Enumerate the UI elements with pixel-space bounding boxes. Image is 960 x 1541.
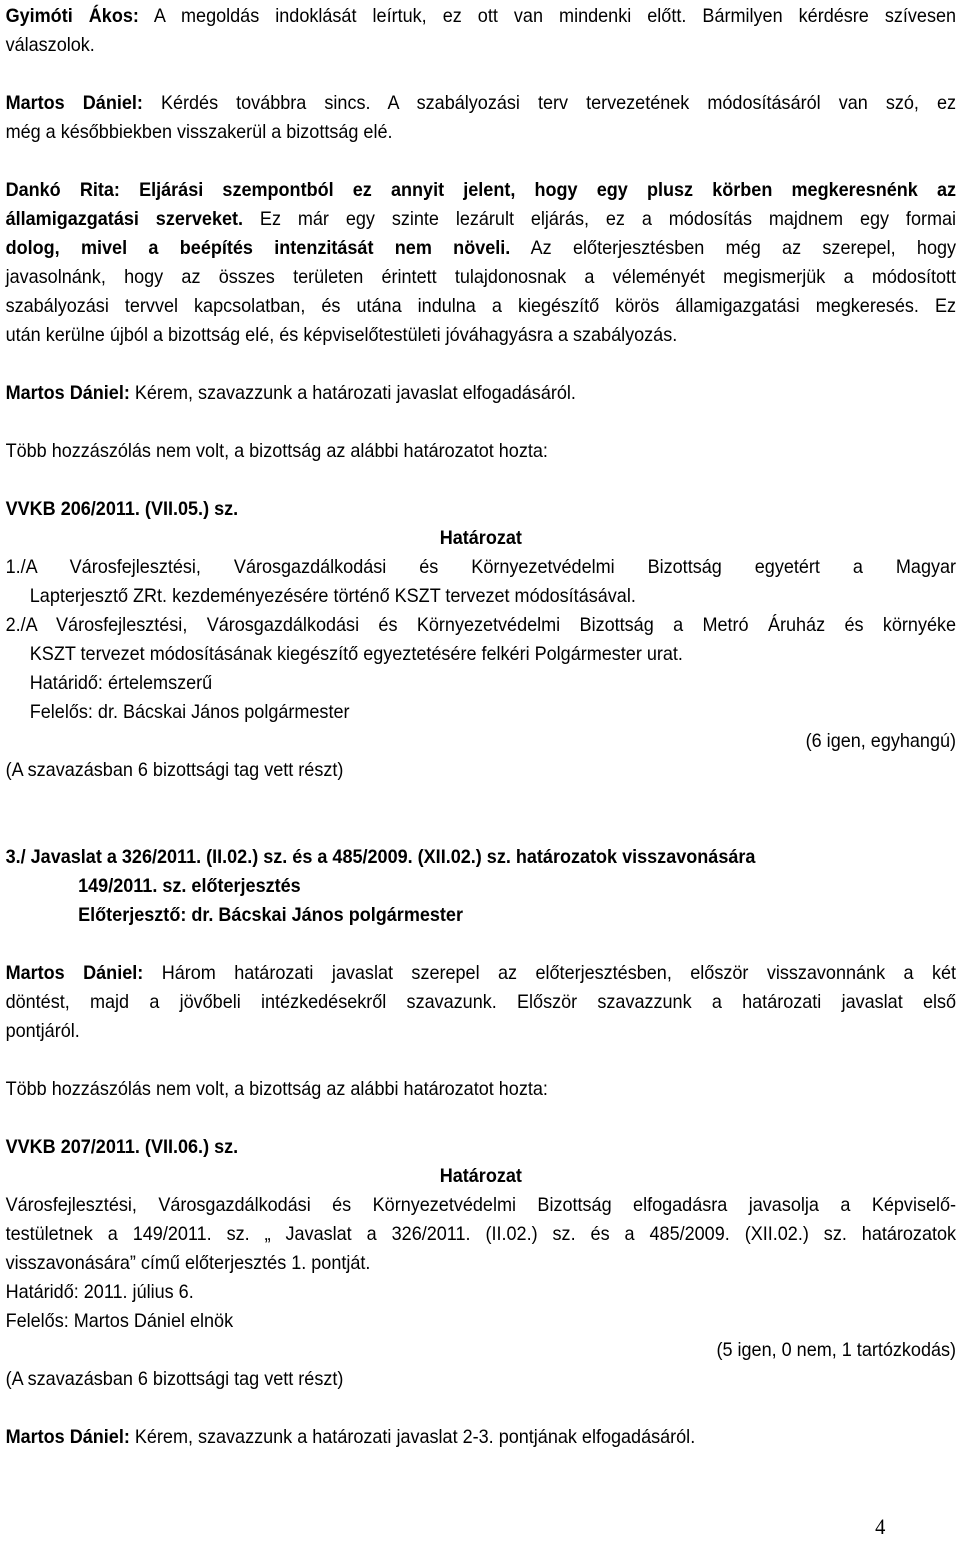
agenda-item-title: 3./ Javaslat a 326/2011. (II.02.) sz. és a 485/2009. (XII.02.) sz. határozatok visszavonására <box>5 846 756 868</box>
resolution-text: visszavonására” című előterjesztés 1. pontját. <box>5 1252 371 1274</box>
resolution-heading: Határozat <box>439 527 522 549</box>
attendance-note: (A szavazásban 6 bizottsági tag vett részt) <box>5 1368 344 1390</box>
item-text-continued: Lapterjesztő ZRt. kezdeményezésére történő KSZT tervezet módosításával. <box>29 585 636 607</box>
paragraph-line: szabályozási tervvel kapcsolatban, és utána indulna a kiegészítő körös államigazgatási megkeresés. Ez <box>5 295 957 317</box>
paragraph-text: Kérem, szavazzunk a határozati javaslat elfogadásáról. <box>129 382 576 404</box>
resolution-number: VVKB 207/2011. (VII.06.) sz. <box>5 1136 239 1158</box>
item-number: 1./ <box>5 556 26 578</box>
paragraph-text: Kérem, szavazzunk a határozati javaslat 2-3. pontjának elfogadásáról. <box>129 1426 696 1448</box>
statement-no-comments: Több hozzászólás nem volt, a bizottság az alábbi határozatot hozta: <box>5 440 548 462</box>
speaker-name: Gyimóti Ákos: <box>5 5 139 27</box>
deadline: Határidő: értelemszerű <box>29 672 213 694</box>
page-number: 4 <box>875 1514 886 1539</box>
resolution-item-2 <box>6 611 956 640</box>
resolution-text: testületnek a 149/2011. sz. „ Javaslat a 326/2011. (II.02.) sz. és a 485/2009. (XII.02.) sz. határozatok <box>5 1223 957 1245</box>
paragraph-line: után kerülne újból a bizottság elé, és képviselőtestületi jóváhagyásra a szabályozás. <box>5 324 678 346</box>
agenda-item-document: 149/2011. sz. előterjesztés <box>78 875 301 897</box>
paragraph-text-bold: dolog, mivel a beépítés intenzitását nem növeli. <box>5 237 511 259</box>
paragraph-text: Az előterjesztésben még az szerepel, hogy <box>510 237 957 259</box>
item-number: 2./ <box>5 614 26 636</box>
vote-result: (6 igen, egyhangú) <box>805 730 957 752</box>
item-text: A Városfejlesztési, Városgazdálkodási és Környezetvédelmi Bizottság a Metró Áruház és környéke <box>25 614 957 636</box>
resolution-heading: Határozat <box>439 1165 522 1187</box>
speaker-name: Dankó Rita: <box>5 179 120 201</box>
paragraph-line: válaszolok. <box>5 34 95 56</box>
resolution-number: VVKB 206/2011. (VII.05.) sz. <box>5 498 239 520</box>
paragraph-martos-3 <box>6 959 956 988</box>
speaker-name: Martos Dániel: <box>5 382 130 404</box>
resolution-text: Városfejlesztési, Városgazdálkodási és Környezetvédelmi Bizottság elfogadásra javasolja a Képviselő- <box>5 1194 957 1216</box>
paragraph-martos-1 <box>6 89 956 118</box>
resolution-item-1 <box>6 553 956 582</box>
paragraph-line: pontjáról. <box>5 1020 80 1042</box>
paragraph-line: még a későbbiekben visszakerül a bizottság elé. <box>5 121 393 143</box>
responsible-person: Felelős: dr. Bácskai János polgármester <box>29 701 350 723</box>
agenda-item-presenter: Előterjesztő: dr. Bácskai János polgármester <box>78 904 463 926</box>
paragraph-danko <box>6 176 956 205</box>
item-text: A Városfejlesztési, Városgazdálkodási és Környezetvédelmi Bizottság egyetért a Magyar <box>25 556 957 578</box>
speaker-name: Martos Dániel: <box>5 92 143 114</box>
statement-no-comments: Több hozzászólás nem volt, a bizottság az alábbi határozatot hozta: <box>5 1078 548 1100</box>
item-text-continued: KSZT tervezet módosításának kiegészítő egyeztetésére felkéri Polgármester urat. <box>29 643 683 665</box>
paragraph-text-bold: államigazgatási szerveket. <box>5 208 244 230</box>
paragraph-text: Ez már egy szinte lezárult eljárás, ez a módosítás majdnem egy formai <box>243 208 957 230</box>
document-page <box>6 2 956 1452</box>
paragraph-text: Kérdés továbbra sincs. A szabályozási terv tervezetének módosításáról van szó, ez <box>142 92 957 114</box>
paragraph-text: Három határozati javaslat szerepel az előterjesztésben, először visszavonnánk a két <box>143 962 957 984</box>
paragraph-line: javasolnánk, hogy az összes területen érintett tulajdonosnak a véleményét megismerjük a módosított <box>5 266 957 288</box>
paragraph-line <box>6 234 956 263</box>
paragraph-line <box>6 205 956 234</box>
paragraph-text: A megoldás indoklását leírtuk, ez ott van mindenki előtt. Bármilyen kérdésre szívesen <box>138 5 957 27</box>
paragraph-text: Eljárási szempontból ez annyit jelent, hogy egy plusz körben megkeresnénk az <box>119 179 957 201</box>
vote-result: (5 igen, 0 nem, 1 tartózkodás) <box>716 1339 957 1361</box>
responsible-person: Felelős: Martos Dániel elnök <box>5 1310 234 1332</box>
paragraph-line: döntést, majd a jövőbeli intézkedésekről szavazunk. Először szavazzunk a határozati javaslat első <box>5 991 957 1013</box>
paragraph-gyimoti <box>6 2 956 31</box>
attendance-note: (A szavazásban 6 bizottsági tag vett részt) <box>5 759 344 781</box>
speaker-name: Martos Dániel: <box>5 1426 130 1448</box>
paragraph-martos-closing <box>6 1423 956 1452</box>
speaker-name: Martos Dániel: <box>5 962 144 984</box>
paragraph-martos-2 <box>6 379 956 408</box>
deadline: Határidő: 2011. július 6. <box>5 1281 194 1303</box>
